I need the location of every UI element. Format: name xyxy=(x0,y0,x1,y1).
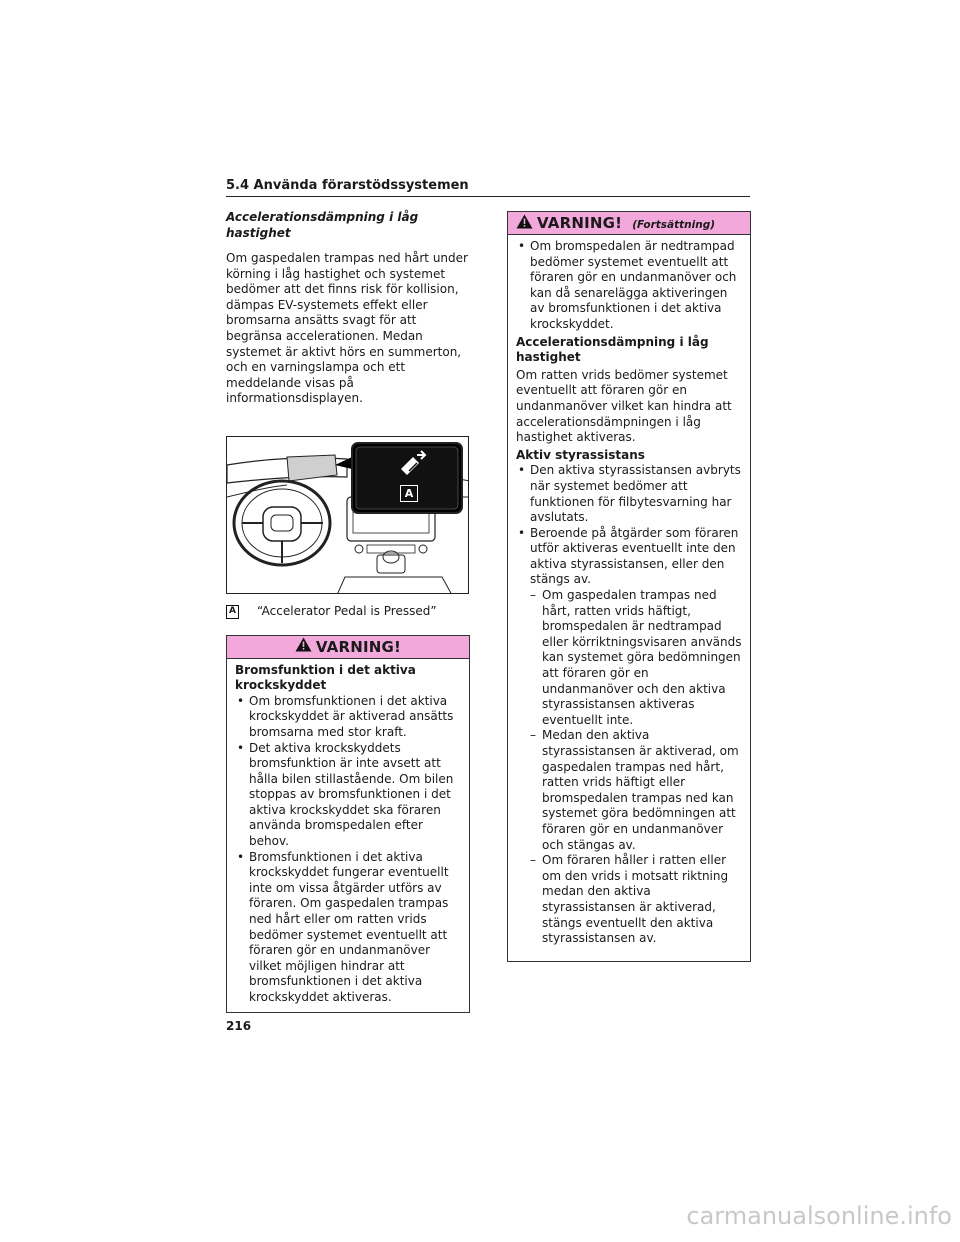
list-item: – Om gaspedalen trampas ned hårt, ratten vrids häftigt, bromspedalen är nedtrampad eller körriktningsvisaren används kan systemet göra bedömningen att föraren gör en undanmanöver och den aktiva styrassistansen aktiveras eventuellt inte. xyxy=(516,588,742,728)
list-item: • Om bromsfunktionen i det aktiva krockskyddet är aktiverad ansätts bromsarna med stor kraft. xyxy=(235,694,461,741)
warning-title: VARNING! xyxy=(315,637,402,656)
watermark: carmanualsonline.info xyxy=(686,1202,952,1230)
warning-subhead: Accelerationsdämpning i låg hastighet xyxy=(516,334,709,365)
warning-subhead: Aktiv styrassistans xyxy=(516,447,645,462)
list-item: • Bromsfunktionen i det aktiva krockskyddet fungerar eventuellt inte om vissa åtgärder utförs av föraren. Om gaspedalen trampas ned hårt eller om ratten vrids bedömer systemet eventuellt att föraren gör en undanmanöver vilket möjligen hindrar att bromsfunktionen i det aktiva krockskyddet aktiveras. xyxy=(235,850,461,1006)
right-column xyxy=(507,211,751,962)
warning-triangle-icon xyxy=(295,637,312,656)
callout-text: “Accelerator Pedal is Pressed” xyxy=(257,603,437,618)
section-header: 5.4 Använda förarstödssystemen xyxy=(226,178,750,197)
warning-subhead: Bromsfunktion i det aktiva krockskyddet xyxy=(235,662,416,693)
list-item: • Den aktiva styrassistansen avbryts när systemet bedömer att funktionen för filbytesvarning har avslutats. xyxy=(516,463,742,525)
warning-bullets xyxy=(516,463,742,588)
warning-header xyxy=(227,636,469,659)
section-subhead: Accelerationsdämpning i låg hastighet xyxy=(226,210,419,240)
left-column xyxy=(226,209,470,1013)
warning-paragraph: Om ratten vrids bedömer systemet eventuellt att föraren gör en undanmanöver vilket kan hindra att accelerationsdämpningen i låg hastighet aktiveras. xyxy=(516,367,732,445)
warning-body xyxy=(508,235,750,961)
list-item: – Medan den aktiva styrassistansen är aktiverad, om gaspedalen trampas ned hårt, ratten vrids häftigt eller bromspedalen trampas ned kan systemet göra bedömningen att föraren gör en undanmanöver och stängas av. xyxy=(516,728,742,853)
warning-continued-label: (Fortsättning) xyxy=(632,218,716,231)
warning-bullets xyxy=(516,239,742,333)
figure-label-a: A xyxy=(400,485,418,502)
warning-box-left xyxy=(226,635,470,1013)
intro-paragraph: Om gaspedalen trampas ned hårt under körning i låg hastighet och systemet bedömer att det finns risk för kollision, dämpas EV-systemets effekt eller bromsarna ansätts svagt för att begränsa accelerationen. Medan systemet är aktivt hörs en summerton, och en varningslampa och ett meddelande visas på informationsdisplayen. xyxy=(226,251,468,406)
warning-dash-list xyxy=(516,588,742,955)
callout-legend xyxy=(226,604,470,620)
warning-bullets xyxy=(235,694,461,1006)
callout-label-a: A xyxy=(226,605,239,619)
list-item: • Beroende på åtgärder som föraren utför aktiveras eventuellt inte den aktiva styrassistansen, eller den stängs av. xyxy=(516,526,742,588)
warning-triangle-icon xyxy=(516,214,533,233)
warning-body xyxy=(227,659,469,1012)
list-item: • Det aktiva krockskyddets bromsfunktion är inte avsett att hålla bilen stillastående. Om bilen stoppas av bromsfunktionen i det aktiva krockskyddet ska föraren använda bromspedalen efter behov. xyxy=(235,741,461,850)
dashboard-drawing xyxy=(227,437,469,594)
warning-title: VARNING! xyxy=(537,214,623,232)
list-item: – Om föraren håller i ratten eller om den vrids i motsatt riktning medan den aktiva styrassistansen är aktiverad, stängs eventuellt den aktiva styrassistansen av. xyxy=(516,853,742,947)
dashboard-illustration xyxy=(226,436,469,594)
list-item: • Om bromspedalen är nedtrampad bedömer systemet eventuellt att föraren gör en undanmanöver och kan då senarelägga aktiveringen av bromsfunktionen i det aktiva krockskyddet. xyxy=(516,239,742,333)
page-number: 216 xyxy=(226,1019,252,1033)
warning-box-right xyxy=(507,211,751,962)
warning-header-continued xyxy=(508,212,750,235)
